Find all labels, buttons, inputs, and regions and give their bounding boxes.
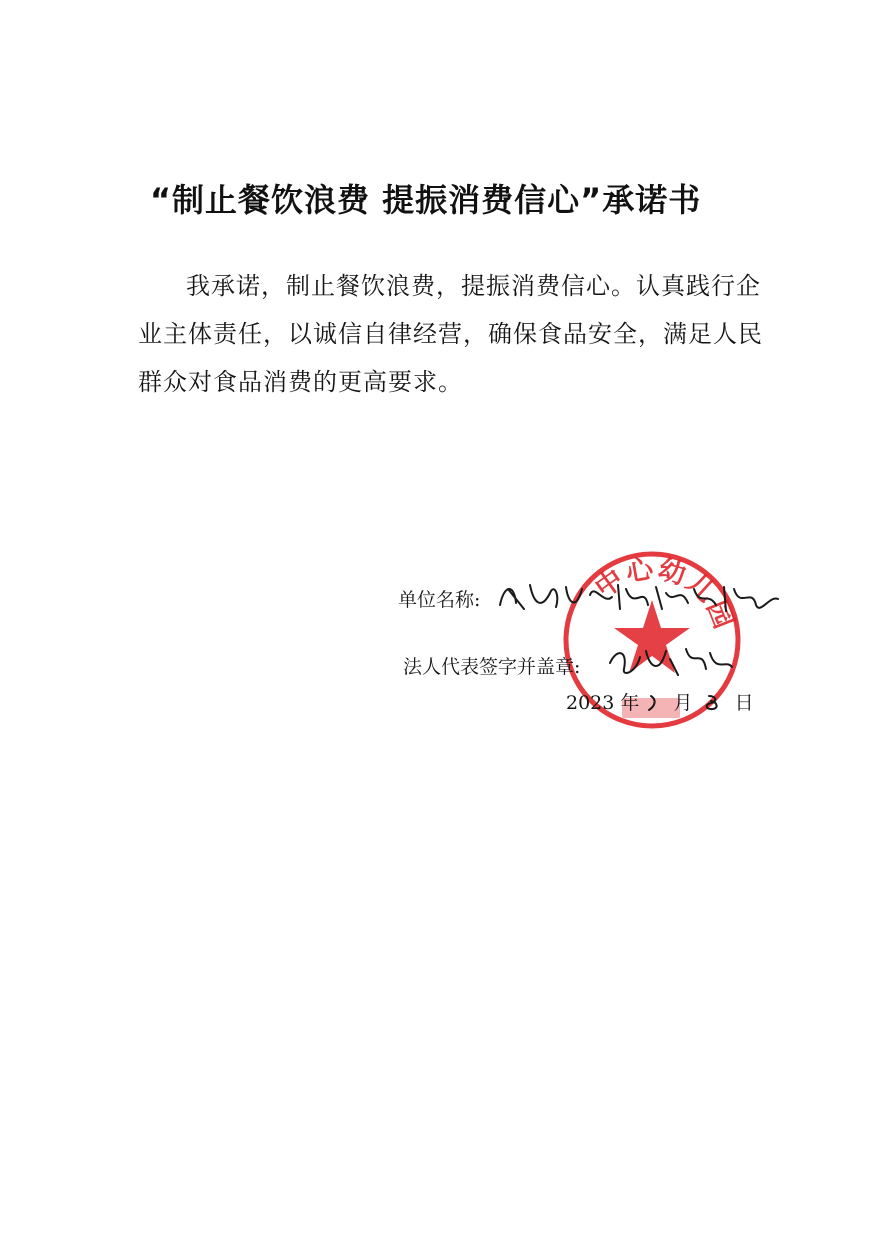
signing-date xyxy=(566,688,754,715)
date-day-unit: 日 xyxy=(734,692,754,714)
date-year: 2023 xyxy=(566,692,615,714)
handwritten-legal-rep-signature xyxy=(606,639,736,681)
seal-text: 中心幼儿园 xyxy=(589,553,740,635)
legal-rep-label: 法人代表签字并盖章: xyxy=(403,656,581,678)
document-body: 我承诺，制止餐饮浪费，提振消费信心。认真践行企业主体责任，以诚信自律经营，确保食品安全，满足人民群众对食品消费的更高要求。 xyxy=(138,272,763,396)
handwritten-unit-name xyxy=(494,575,784,619)
date-month-unit: 月 xyxy=(673,692,693,714)
unit-name-label: 单位名称: xyxy=(398,589,481,611)
handwritten-day xyxy=(699,692,729,712)
document-title: “制止餐饮浪费 提振消费信心”承诺书 xyxy=(150,181,702,219)
handwritten-month xyxy=(645,692,667,712)
date-year-unit: 年 xyxy=(620,692,640,714)
